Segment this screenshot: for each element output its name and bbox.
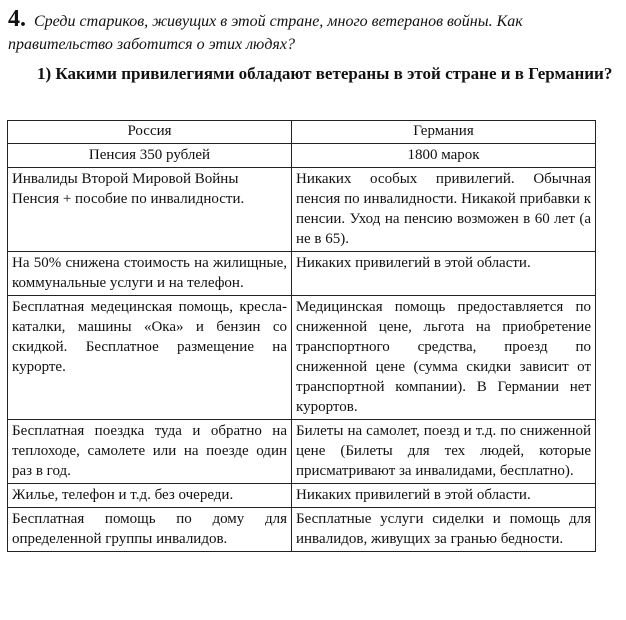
- pension-germany: 1800 марок: [292, 144, 596, 168]
- table-row: [8, 484, 596, 508]
- cell-germany: Никаких особых привилегий. Обычная пенсия по инвалидности. Никакой прибавки к пенсии. Уход на пенсию возможен в 60 лет (а не в 65).: [292, 168, 596, 252]
- table-row: [8, 252, 596, 296]
- cell-germany: Никаких привилегий в этой области.: [292, 484, 596, 508]
- table-row: [8, 420, 596, 484]
- pension-russia: Пенсия 350 рублей: [8, 144, 292, 168]
- cell-russia: На 50% снижена стоимость на жилищные, коммунальные услуги и на телефон.: [8, 252, 292, 296]
- cell-russia: Бесплатная помощь по дому для определенной группы инвалидов.: [8, 508, 292, 552]
- table-row: [8, 508, 596, 552]
- cell-germany: Никаких привилегий в этой области.: [292, 252, 596, 296]
- cell-russia: Бесплатная поездка туда и обратно на теплоходе, самолете или на поезде один раз в год.: [8, 420, 292, 484]
- cell-russia: Инвалиды Второй Мировой Войны Пенсия + пособие по инвалидности.: [8, 168, 292, 252]
- question-number: 4.: [8, 6, 26, 32]
- table-header-row: [8, 121, 596, 144]
- header-russia: Россия: [8, 121, 292, 144]
- cell-germany: Бесплатные услуги сиделки и помощь для инвалидов, живущих за гранью бедности.: [292, 508, 596, 552]
- header-germany: Германия: [292, 121, 596, 144]
- cell-russia: Жилье, телефон и т.д. без очереди.: [8, 484, 292, 508]
- pension-row: [8, 144, 596, 168]
- subquestion-heading: 1) Какими привилегиями обладают ветераны в этой стране и в Германии?: [37, 64, 613, 83]
- cell-russia: Бесплатная медецинская помощь, кресла-каталки, машины «Ока» и бензин со скидкой. Бесплатное размещение на курорте.: [8, 296, 292, 420]
- cell-germany: Медицинская помощь предоставляется по сниженной цене, льгота на приобретение транспортного средства, проезд по сниженной цене (сумма скидки зависит от транспортной компании). В Германии нет курортов.: [292, 296, 596, 420]
- question-block: [8, 8, 608, 56]
- table-row: [8, 168, 596, 252]
- question-text: Среди стариков, живущих в этой стране, много ветеранов войны. Как правительство заботится о этих людях?: [8, 13, 523, 53]
- cell-germany: Билеты на самолет, поезд и т.д. по сниженной цене (Билеты для тех людей, которые присматривают за инвалидами, бесплатно).: [292, 420, 596, 484]
- table-row: [8, 296, 596, 420]
- privileges-table: [7, 120, 596, 552]
